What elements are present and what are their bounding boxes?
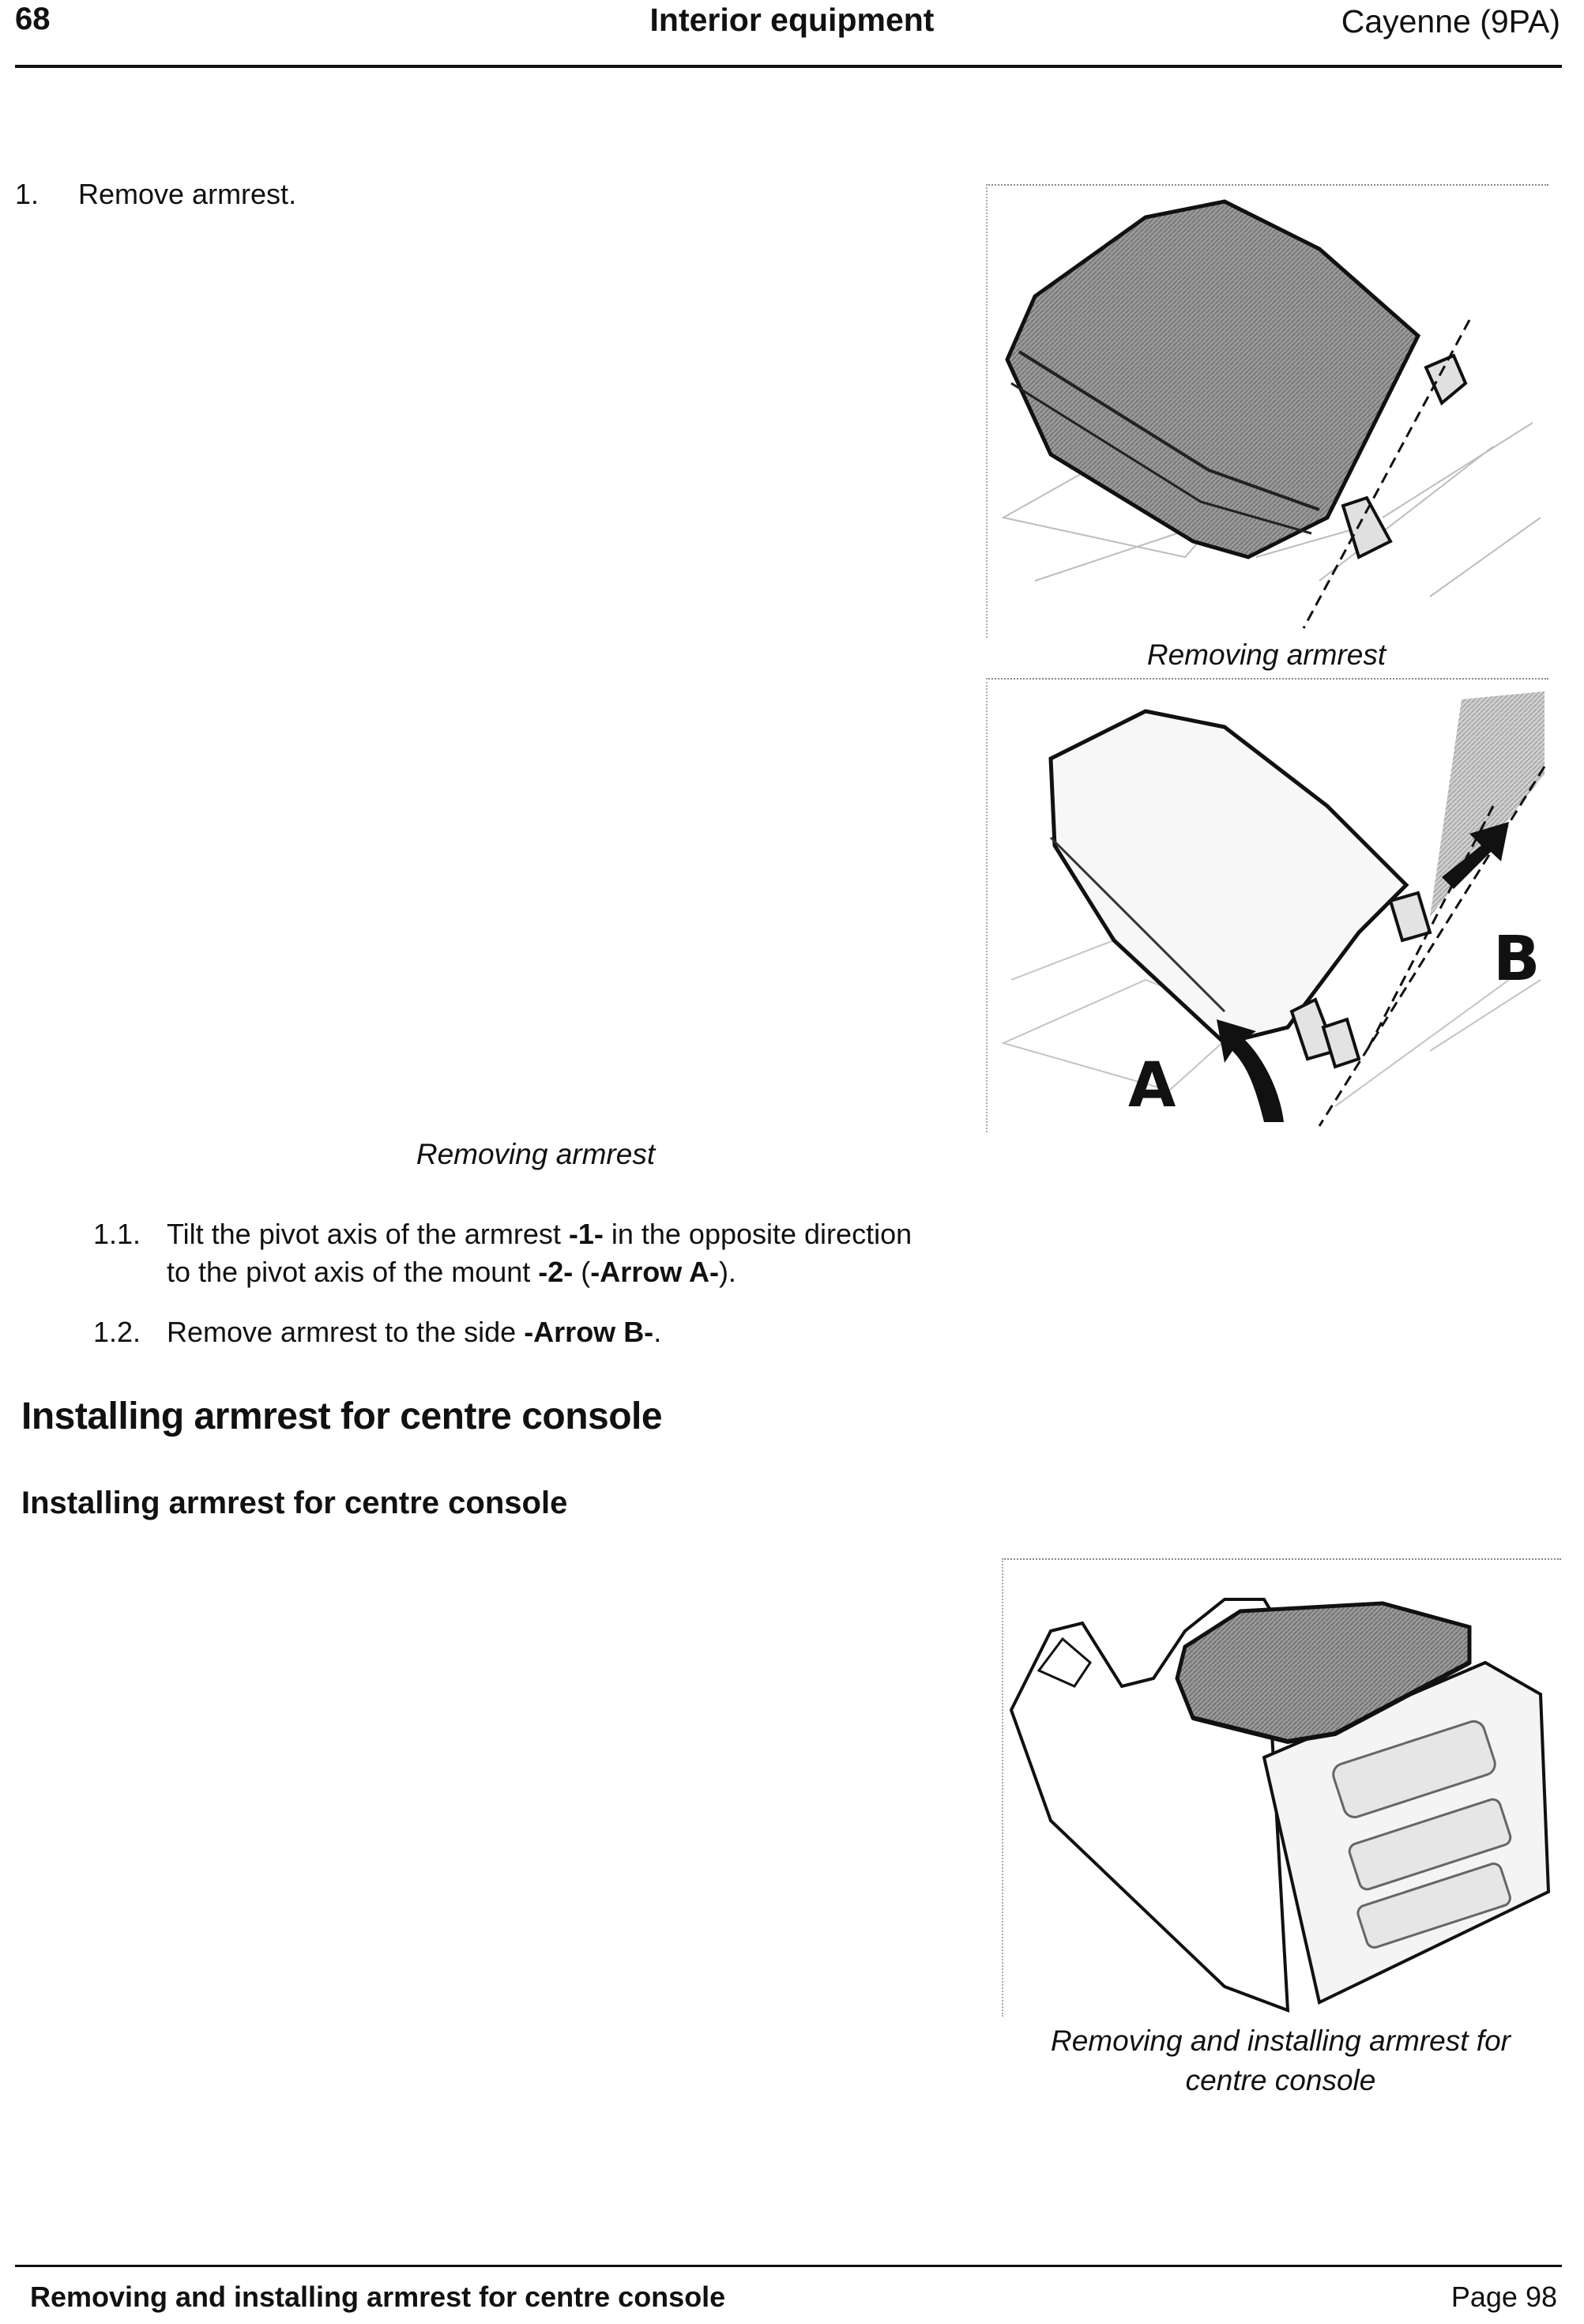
label-a: A xyxy=(1128,1050,1176,1121)
step-number: 1. xyxy=(15,178,40,210)
step-1-1 xyxy=(93,1215,994,1291)
step-1 xyxy=(15,175,296,213)
footer-rule xyxy=(15,2265,1562,2267)
step-1-2 xyxy=(93,1313,661,1351)
section-title: Interior equipment xyxy=(649,2,935,38)
step-text: Remove armrest. xyxy=(78,178,297,210)
step-text: Tilt the pivot axis of the armrest xyxy=(167,1218,569,1250)
step-text: ( xyxy=(573,1256,591,1288)
footer-title: Removing and installing armrest for centre console xyxy=(30,2281,726,2313)
subsection-heading: Installing armrest for centre console xyxy=(21,1486,568,1520)
armrest-illustration-2 xyxy=(988,680,1548,1132)
step-number: 1.1. xyxy=(93,1218,141,1250)
figure-removing-armrest-2 xyxy=(986,678,1548,1132)
reference-1: -1- xyxy=(568,1218,604,1250)
page-number: 68 xyxy=(15,2,51,36)
console-illustration xyxy=(1003,1560,1561,2017)
figure-caption xyxy=(1002,2021,1560,2100)
step-text: ). xyxy=(718,1256,736,1288)
armrest-illustration-1 xyxy=(988,186,1548,638)
caption-line: centre console xyxy=(1185,2064,1376,2096)
reference-2: -2- xyxy=(538,1256,574,1288)
step-number: 1.2. xyxy=(93,1316,141,1348)
header-rule xyxy=(15,65,1562,68)
figure-caption: Removing armrest xyxy=(416,1138,656,1170)
step-text: in the opposite direction xyxy=(603,1218,912,1250)
section-heading: Installing armrest for centre console xyxy=(21,1396,663,1437)
model-name: Cayenne (9PA) xyxy=(1341,3,1560,40)
figure-removing-armrest-1 xyxy=(986,184,1548,638)
label-b: B xyxy=(1493,924,1541,995)
footer-page: Page 98 xyxy=(1450,2281,1557,2313)
step-text: . xyxy=(653,1316,662,1348)
caption-line: Removing and installing armrest for xyxy=(1051,2025,1511,2057)
reference-arrow-b: -Arrow B- xyxy=(524,1316,654,1348)
arrow-a-icon xyxy=(1217,1019,1284,1122)
figure-centre-console xyxy=(1002,1558,1561,2017)
step-text: Remove armrest to the side xyxy=(167,1316,525,1348)
step-text: to the pivot axis of the mount xyxy=(167,1256,539,1288)
figure-caption: Removing armrest xyxy=(1146,638,1386,671)
reference-arrow-a: -Arrow A- xyxy=(590,1256,719,1288)
